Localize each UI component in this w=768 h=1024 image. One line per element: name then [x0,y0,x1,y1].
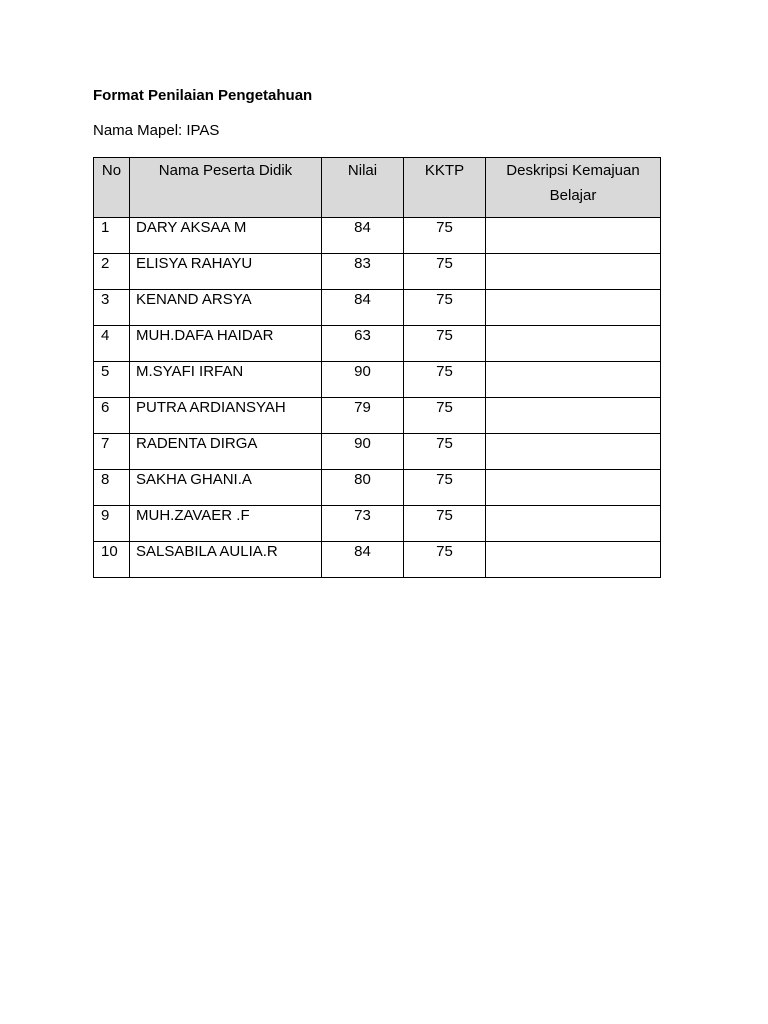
header-description-line1: Deskripsi Kemajuan [506,162,640,179]
cell-no: 1 [94,218,130,254]
cell-no: 8 [94,470,130,506]
header-description [486,158,661,218]
cell-description [486,254,661,290]
table-row [94,434,661,470]
cell-no: 3 [94,290,130,326]
cell-student-name: SALSABILA AULIA.R [130,542,322,578]
cell-description [486,542,661,578]
cell-no: 2 [94,254,130,290]
header-kktp: KKTP [404,158,486,218]
cell-nilai: 90 [322,434,404,470]
cell-kktp: 75 [404,434,486,470]
cell-description [486,398,661,434]
table-row [94,542,661,578]
table-header [94,158,661,218]
cell-description [486,470,661,506]
cell-student-name: DARY AKSAA M [130,218,322,254]
cell-no: 10 [94,542,130,578]
cell-student-name: RADENTA DIRGA [130,434,322,470]
table-row [94,218,661,254]
cell-student-name: M.SYAFI IRFAN [130,362,322,398]
cell-description [486,218,661,254]
header-description-line2: Belajar [549,187,597,204]
table-row [94,254,661,290]
cell-student-name: KENAND ARSYA [130,290,322,326]
subject-line: Nama Mapel: IPAS [93,122,220,139]
cell-no: 7 [94,434,130,470]
cell-kktp: 75 [404,290,486,326]
cell-kktp: 75 [404,362,486,398]
cell-student-name: ELISYA RAHAYU [130,254,322,290]
table-body [94,218,661,578]
cell-nilai: 83 [322,254,404,290]
cell-no: 6 [94,398,130,434]
cell-kktp: 75 [404,506,486,542]
header-no: No [94,158,130,218]
cell-kktp: 75 [404,542,486,578]
cell-student-name: PUTRA ARDIANSYAH [130,398,322,434]
cell-kktp: 75 [404,218,486,254]
header-name: Nama Peserta Didik [130,158,322,218]
header-nilai: Nilai [322,158,404,218]
cell-description [486,506,661,542]
cell-nilai: 84 [322,218,404,254]
table-row [94,326,661,362]
cell-nilai: 84 [322,290,404,326]
cell-kktp: 75 [404,326,486,362]
cell-nilai: 63 [322,326,404,362]
cell-student-name: MUH.DAFA HAIDAR [130,326,322,362]
assessment-table [93,157,661,578]
cell-no: 5 [94,362,130,398]
cell-kktp: 75 [404,470,486,506]
cell-nilai: 73 [322,506,404,542]
cell-kktp: 75 [404,254,486,290]
cell-student-name: SAKHA GHANI.A [130,470,322,506]
table-row [94,398,661,434]
cell-nilai: 90 [322,362,404,398]
table-row [94,362,661,398]
cell-nilai: 84 [322,542,404,578]
table-row [94,290,661,326]
cell-nilai: 79 [322,398,404,434]
cell-description [486,362,661,398]
header-row [94,158,661,218]
table-row [94,470,661,506]
table-row [94,506,661,542]
cell-no: 4 [94,326,130,362]
cell-description [486,434,661,470]
cell-student-name: MUH.ZAVAER .F [130,506,322,542]
cell-description [486,326,661,362]
cell-kktp: 75 [404,398,486,434]
cell-description [486,290,661,326]
cell-nilai: 80 [322,470,404,506]
document-title: Format Penilaian Pengetahuan [93,87,313,104]
cell-no: 9 [94,506,130,542]
